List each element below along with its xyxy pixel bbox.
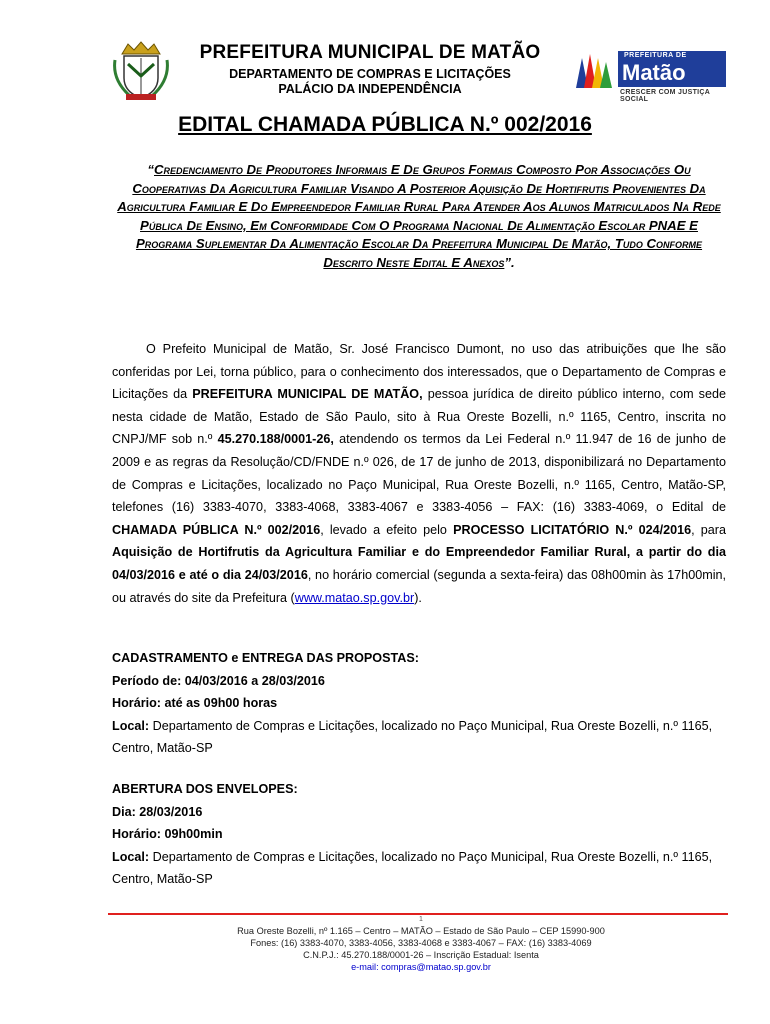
cadastro-local-label: Local: <box>112 718 150 733</box>
cadastro-horario: Horário: até as 09h00 horas <box>112 696 278 711</box>
abertura-local <box>112 846 726 891</box>
object-close-quote: ”. <box>504 254 515 270</box>
para-text-4: , levado a efeito pelo <box>320 522 454 537</box>
edital-title: EDITAL CHAMADA PÚBLICA N.º 002/2016 <box>178 113 592 136</box>
intro-paragraph <box>112 338 726 609</box>
abertura-local-text: Departamento de Compras e Licitações, localizado no Paço Municipal, Rua Oreste Bozelli, n.º 1165, Centro, Matão-SP <box>112 849 713 887</box>
para-text-5: , para <box>691 522 726 537</box>
abertura-horario: Horário: 09h00min <box>112 827 223 842</box>
header-department: DEPARTAMENTO DE COMPRAS E LICITAÇÕES <box>229 67 511 81</box>
logo-prefix: PREFEITURA DE <box>624 52 687 59</box>
abertura-section <box>112 778 726 891</box>
header-title: PREFEITURA MUNICIPAL DE MATÃO <box>199 42 541 63</box>
para-text-2: pessoa jurídica de direito público interno, com sede nesta cidade de Matão, Estado de São Paulo, sito à Rua Oreste Bozelli, n.º 1165, Centro, inscrita no CNPJ/MF sob n.º <box>112 387 726 447</box>
footer-cnpj: C.N.P.J.: 45.270.188/0001-26 – Inscrição Estadual: Isenta <box>303 950 539 960</box>
para-bold-chamada: CHAMADA PÚBLICA N.º 002/2016 <box>112 522 321 537</box>
object-open-quote: “ <box>147 162 154 177</box>
para-text-6: , no horário comercial (segunda a sexta-feira) das 08h00min às 17h00min, ou através do site da Prefeitura ( <box>112 567 726 605</box>
cadastro-heading: CADASTRAMENTO e ENTREGA DAS PROPOSTAS: <box>112 651 419 665</box>
abertura-dia: Dia: 28/03/2016 <box>112 804 203 819</box>
para-bold-cnpj: 45.270.188/0001-26, <box>217 432 334 447</box>
cadastro-section <box>112 647 726 760</box>
logo-mark-icon <box>574 48 618 92</box>
page-number: 1 <box>419 916 423 923</box>
prefeitura-site-link[interactable]: www.matao.sp.gov.br <box>294 590 415 605</box>
footer-phones: Fones: (16) 3383-4070, 3383-4056, 3383-4068 e 3383-4067 – FAX: (16) 3383-4069 <box>250 938 592 948</box>
footer-address: Rua Oreste Bozelli, nº 1.165 – Centro – MATÃO – Estado de São Paulo – CEP 15990-900 <box>237 926 605 936</box>
logo-name: Matão <box>622 60 686 85</box>
para-bold-aquisicao: Aquisição de Hortifrutis da Agricultura Familiar e do Empreendedor Familiar Rural, a partir do dia 04/03/2016 e até o dia 24/03/2016 <box>112 545 726 582</box>
cadastro-local <box>112 715 726 760</box>
edital-object <box>112 161 726 273</box>
abertura-heading: ABERTURA DOS ENVELOPES: <box>112 782 298 796</box>
para-text-3: atendendo os termos da Lei Federal n.º 11.947 de 16 de junho de 2009 e as regras da Resolução/CD/FNDE n.º 026, de 17 de junho de 2013, disponibilizará no Departamento de Compras e Licitações, localizado no Paço Municipal, Rua Oreste Bozelli, n.º 1165, Centro, Matão-SP, telefones (16) 3383-4070, 3383-4068, 3383-4067 e 3383-4056 – FAX: (16) 3383-4069, o Edital de <box>112 432 726 515</box>
header-palace: PALÁCIO DA INDEPENDÊNCIA <box>278 82 462 96</box>
para-bold-1: PREFEITURA MUNICIPAL DE MATÃO, <box>192 387 423 402</box>
para-text-1: O Prefeito Municipal de Matão, Sr. José Francisco Dumont, no uso das atribuições que lhe são conferidas por Lei, torna público, para o conhecimento dos interessados, que o Departamento de Compras e Licitações da <box>112 342 726 402</box>
para-text-7: ). <box>414 590 422 605</box>
para-bold-processo: PROCESSO LICITATÓRIO N.º 024/2016 <box>453 522 692 537</box>
footer-rule <box>108 913 728 915</box>
logo-slogan: CRESCER COM JUSTIÇA SOCIAL <box>620 89 710 103</box>
municipal-crest-icon <box>112 40 170 102</box>
prefeitura-logo <box>574 46 730 103</box>
abertura-local-label: Local: <box>112 849 150 864</box>
cadastro-periodo: Período de: 04/03/2016 a 28/03/2016 <box>112 673 325 688</box>
cadastro-local-text: Departamento de Compras e Licitações, localizado no Paço Municipal, Rua Oreste Bozelli, n.º 1165, Centro, Matão-SP <box>112 718 713 756</box>
object-text: Credenciamento De Produtores Informais E De Grupos Formais Composto Por Associações Ou Cooperativas Da Agricultura Familiar Visando A Posterior Aquisição De Hortifrutis Provenientes Da Agricultura Familiar E Do Empreendedor Familiar Rural Para Atender Aos Alunos Matriculados Na Rede Pública De Ensino, Em Conformidade Com O Programa Nacional De Alimentação Escolar PNAE E Programa Suplementar Da Alimentação Escolar Da Prefeitura Municipal De Matão, Tudo Conforme Descrito Neste Edital E Anexos <box>117 162 721 270</box>
footer-email[interactable]: e-mail: compras@matao.sp.gov.br <box>351 962 491 972</box>
